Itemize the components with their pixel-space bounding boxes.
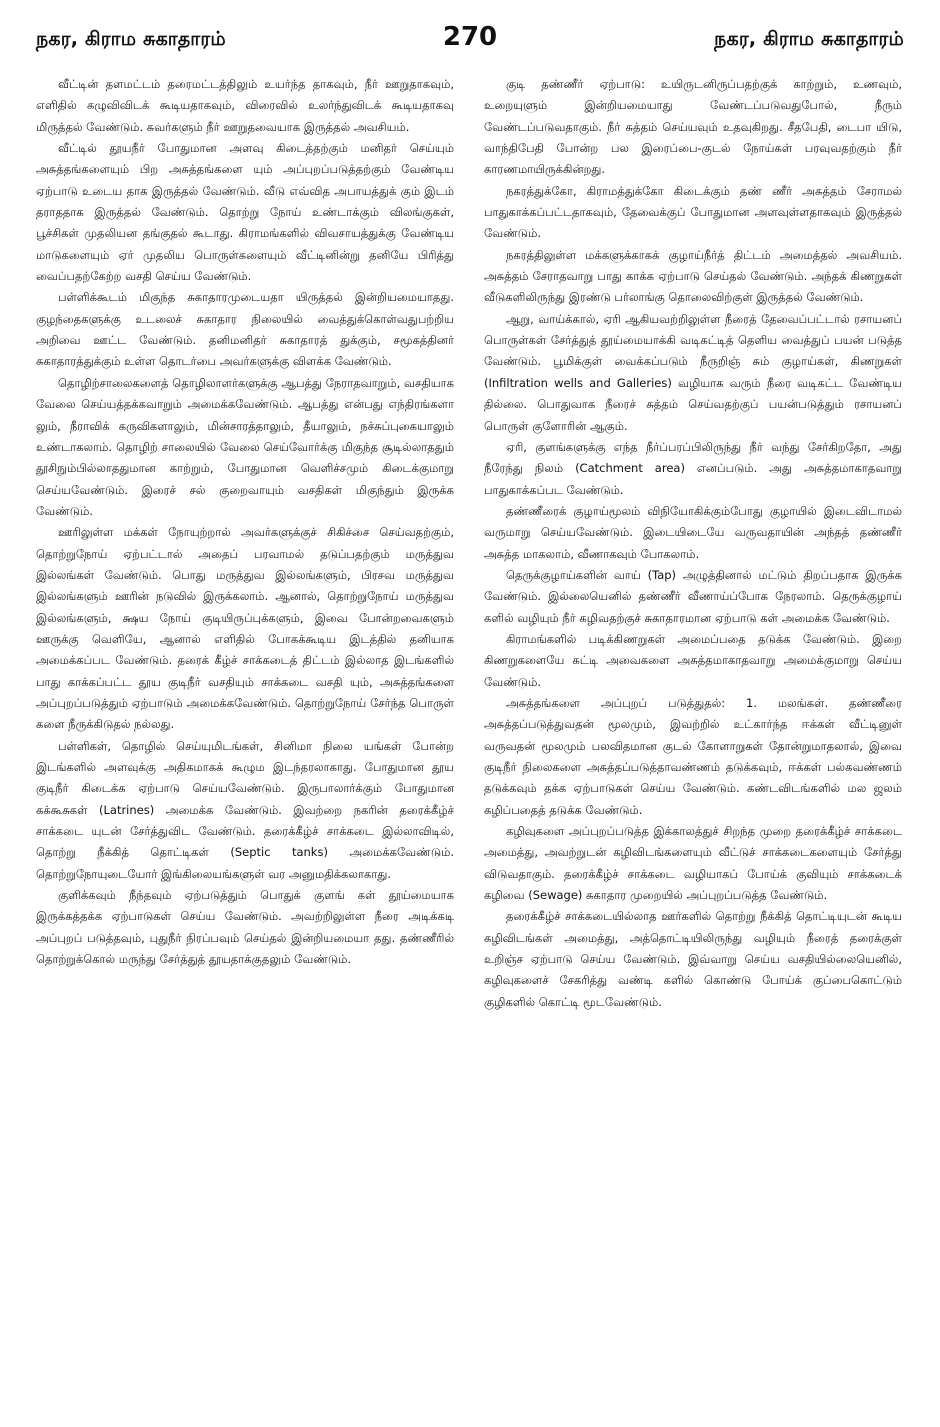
- paragraph: வீட்டின் தளமட்டம் தரைமட்டத்திலும் உயர்ந்த தாகவும், நீர் ஊறுதாகவும், எளிதில் கழுவிவிடக் கூடியதாகவும், விரைவில் உலர்ந்துவிடக் கூடியதாகவு மிருத்தல் வேண்டும். சுவர்களும் நீர் ஊறுதவையாக இருத்தல் அவசியம்.: [36, 77, 454, 134]
- paragraph: தெருக்குழாய்களின் வாய் (Tap) அழுத்தினால் மட்டும் திறப்பதாக இருக்க வேண்டும். இல்லையெனில் தண்ணீர் வீணாய்ப்போக நேரலாம். தெருக்குழாய் களில் வழியும் நீர் கழிவதற்குச் சுகாதாரமான ஏற்பாடு கள் அமைக்க வேண்டும்.: [484, 567, 902, 625]
- paragraph: வீட்டில் தூயநீர் போதுமான அளவு கிடைத்தற்கும் மனிதர் செய்யும் அசுத்தங்களையும் பிற அசுத்தங்களை யும் அப்புறப்படுத்தற்கும் வேண்டிய ஏற்பாடு உடைய தாக இருத்தல் வேண்டும். வீடு எவ்வித அபாயத்துக் கும் இடம் தராததாக இருத்தல் வேண்டும். தொற்று நோய் உண்டாக்கும் விலங்குகள், பூச்சிகள் முதலியன தங்குதல் கூடாது. கிராமங்களில் விவசாயத்துக்கு வேண்டிய மாடுகளையும் ஏர் முதலிய பொருள்களையும் வீட்டினின்று தனியே பிரித்து வைப்பதற்கேற்ற வசதி செய்ய வேண்டும்.: [36, 141, 454, 284]
- page-header: [36, 22, 904, 62]
- paragraph: கிராமங்களில் படிக்கிணறுகள் அமைப்பதை தடுக்க வேண்டும். இறை கிணறுகளையே கட்டி அவைகளை அசுத்தமாகாதவாறு அமைக்குமாறு செய்ய வேண்டும்.: [484, 631, 902, 689]
- paragraph: அசுத்தங்களை அப்புறப் படுத்துதல்: 1. மலங்கள். தண்ணீரை அசுத்தப்படுத்துவதன் மூலமும், இவற்றில் உட்கார்ந்த ஈக்கள் வீட்டினுள் வருவதன் மூலமும் பலவிதமான குடல் கோளாறுகள் தோன்றுமாதலால், இவை குடிநீர் நிலைகளை அசுத்தப்படுத்தாவண்ணம் தடுக்கவும், ஈக்கள் பல்கவண்ணம் தடுக்கவும் தக்க ஏற்பாடுகள் செய்ய வேண்டும். கண்டவிடங்களில் மல ஜலம் கழிப்பதைத் தடுக்க வேண்டும்.: [484, 695, 902, 817]
- paragraph: பள்ளிக்கூடம் மிகுந்த சுகாதாரமுடையதா யிருத்தல் இன்றியமையாதது. குழந்தைகளுக்கு உடலைச் சுகாதார நிலையில் வைத்துக்கொள்வதுபற்றிய அறிவை ஊட்ட வேண்டும். தனிமனிதர் சுகாதாரத் துக்கும், சமூகத்தினர் சுகாதாரத்துக்கும் உள்ள தொடர்பை அவர்களுக்கு விளக்க வேண்டும்.: [36, 290, 454, 369]
- paragraph: நகரத்துக்கோ, கிராமத்துக்கோ கிடைக்கும் தண் ணீர் அசுத்தம் சேராமல் பாதுகாக்கப்பட்டதாகவும், தேவைக்குப் போதுமான அளவுள்ளதாகவும் இருத்தல் வேண்டும்.: [484, 183, 902, 241]
- running-head-left: நகர, கிராம சுகாதாரம்: [36, 28, 226, 50]
- paragraph: தொழிற்சாலைகளைத் தொழிலாளர்களுக்கு ஆபத்து நேராதவாறும், வசதியாக வேலை செய்யத்தக்கவாறும் அமைக்கவேண்டும். ஆபத்து என்பது எந்திரங்களா லும், நீராவிக் கருவிகளாலும், மின்சாரத்தாலும், தீயாலும், நச்சுப்புகையாலும் உண்டாகலாம். தொழிற் சாலையில் வேலை செய்வோர்க்கு மிகுந்த சூடில்லாததும் தூசிநும்பில்லாததுமான காற்றும், போதுமான வெளிச்சமும் கிடைக்குமாறு செய்யவேண்டும். இரைச் சல் குறைவாயும் வசதிகள் மிகுந்தும் இருக்க வேண்டும்.: [36, 375, 454, 518]
- right-column: [484, 74, 902, 1389]
- running-head-right: நகர, கிராம சுகாதாரம்: [714, 28, 904, 50]
- paragraph: குடி தண்ணீர் ஏற்பாடு: உயிருடனிருப்பதற்குக் காற்றும், உணவும், உறையுளும் இன்றியமையாது வேண்டப்படுவதுபோல், நீரும் வேண்டப்படுவதாகும். நீர் சுத்தம் செய்யவும் உதவுகிறது. சீதபேதி, டைபா யிடு, வாந்திபேதி போன்ற பல இரைப்பை-குடல் நோய்கள் பரவுவதற்கும் நீர் காரணமாயிருக்கின்றது.: [484, 77, 902, 177]
- paragraph: ஆறு, வாய்க்கால், ஏரி ஆகியவற்றிலுள்ள நீரைத் தேவைப்பட்டால் ரசாயனப் பொருள்கள் சேர்த்துத் தூய்மையாக்கி வடிகட்டித் தெளிய வைத்துப் பயன் படுத்த வேண்டும். பூமிக்குள் வைக்கப்படும் நீருறிஞ் சும் குழாய்கள், கிணறுகள் (Infiltration wells and Galleries) வழியாக வரும் நீரை வடிகட்ட வேண்டிய தில்லை. பொதுவாக நீரைச் சுத்தம் செய்வதற்குப் பயன்படுத்தும் ரசாயனப் பொருள் குளோரின் ஆகும்.: [484, 311, 902, 433]
- paragraph: கழிவுகளை அப்புறப்படுத்த இக்காலத்துச் சிறந்த முறை தரைக்கீழ்ச் சாக்கடை அமைத்து, அவற்றுடன் கழிவிடங்களையும் வீட்டுச் சாக்கடைகளையும் சேர்த்து விடுவதாகும். தரைக்கீழ்ச் சாக்கடை வழியாகப் போய்க் குவியும் சாக்கடைக் கழிவை (Sewage) சுகாதார முறையில் அப்புறப்படுத்த வேண்டும்.: [484, 824, 902, 903]
- paragraph: ஏரி, குளங்களுக்கு எந்த நீர்ப்பரப்பிலிருந்து நீர் வந்து சேர்கிறதோ, அது நீரேந்து நிலம் (Catchment area) எனப்படும். அது அசுத்தமாகாதவாறு பாதுகாக்கப்பட வேண்டும்.: [484, 439, 902, 497]
- paragraph: பள்ளிகள், தொழில் செய்யுமிடங்கள், சினிமா நிலை யங்கள் போன்ற இடங்களில் அளவுக்கு அதிகமாகக் கூழும இடந்தரலாகாது. போதுமான தூய குடிநீர் கிடைக்க ஏற்பாடு செய்யவேண்டும். இருபாலார்க்கும் போதுமான கக்கூசுகள் (Latrines) அமைக்க வேண்டும். இவற்றை நகரின் தரைக்கீழ்ச் சாக்கடை யுடன் சேர்த்துவிட வேண்டும். தரைக்கீழ்ச் சாக்கடை இல்லாவிடில், தொற்று நீக்கித் தொட்டிகள் (Septic tanks) அமைக்கவேண்டும். தொற்றுநோயுடையோர் இங்கிலையங்களுள் வர அனுமதிக்கலாகாது.: [36, 738, 454, 881]
- paragraph: ஊரிலுள்ள மக்கள் நோயுற்றால் அவர்களுக்குச் சிகிச்சை செய்வதற்கும், தொற்றுநோய் ஏற்பட்டால் அதைப் பரவாமல் தடுப்பதற்கும் மருத்துவ இல்லங்கள் வேண்டும். பொது மருத்துவ இல்லங்களும், பிரசவ மருத்துவ இல்லங்களும் ஊரின் நடுவில் இருக்கலாம். ஆனால், தொற்றுநோய் மருத்துவ இல்லங்களும், க்ஷய நோய் குடியிருப்புக்களும், இவை போன்றவைகளும் ஊருக்கு வெளியே, ஆனால் எளிதில் போகக்கூடிய இடத்தில் தனியாக அமைக்கப்பட வேண்டும். தரைக் கீழ்ச் சாக்கடைத் திட்டம் இல்லாத இடங்களில் பாது காக்கப்பட்ட தூய குடிநீர் வசதியும் சாக்கடை வசதி யும், அசுத்தங்களை அப்புறப்படுத்தும் ஏற்பாடும் அமைக்கவேண்டும். தொற்றுநோய் சேர்ந்த பொருள் களை நீருக்கிடுதல் நல்லது.: [36, 525, 454, 732]
- page-number: 270: [442, 22, 498, 52]
- left-column: [36, 74, 454, 1389]
- paragraph: தரைக்கீழ்ச் சாக்கடையில்லாத ஊர்களில் தொற்று நீக்கித் தொட்டியுடன் கூடிய கழிவிடங்கள் அமைத்து, அத்தொட்டியிலிருந்து வழியும் நீரைத் தரைக்குள் உறிஞ்ச ஏற்பாடு செய்ய வேண்டும். இவ்வாறு செய்ய வசதியில்லையெனில், கழிவுகளைச் சேகரித்து வண்டி களில் கொண்டு போய்க் குப்பைகொட்டும் குழிகளில் கொட்டி மூடவேண்டும்.: [484, 909, 902, 1009]
- paragraph: நகரத்திலுள்ள மக்களுக்காகக் குழாய்நீர்த் திட்டம் அமைத்தல் அவசியம். அசுத்தம் சேராதவாறு பாது காக்க ஏற்பாடு செய்தல் வேண்டும். அந்தக் கிணறுகள் வீடுகளிலிருந்து இரண்டு பர்லாங்கு தொலைவிற்குள் இருத்தல் வேண்டும்.: [484, 247, 902, 305]
- paragraph: தண்ணீரைக் குழாய்மூலம் விநியோகிக்கும்போது குழாயில் இடைவிடாமல் வருமாறு செய்யவேண்டும். இடையிடையே வருவதாயின் அந்தத் தண்ணீர் அசுத்த மாகலாம், வீணாகவும் போகலாம்.: [484, 503, 902, 561]
- paragraph: குளிக்கவும் நீந்தவும் ஏற்படுத்தும் பொதுக் குளங் கள் தூய்மையாக இருக்கத்தக்க ஏற்பாடுகள் செய்ய வேண்டும். அவற்றிலுள்ள நீரை அடிக்கடி அப்புறப் படுத்தவும், புதுநீர் நிரப்பவும் செய்தல் இன்றியமையா தது. தண்ணீரில் தொற்றுக்கொல் மருந்து சேர்த்துத் தூயதாக்குதலும் வேண்டும்.: [36, 888, 454, 967]
